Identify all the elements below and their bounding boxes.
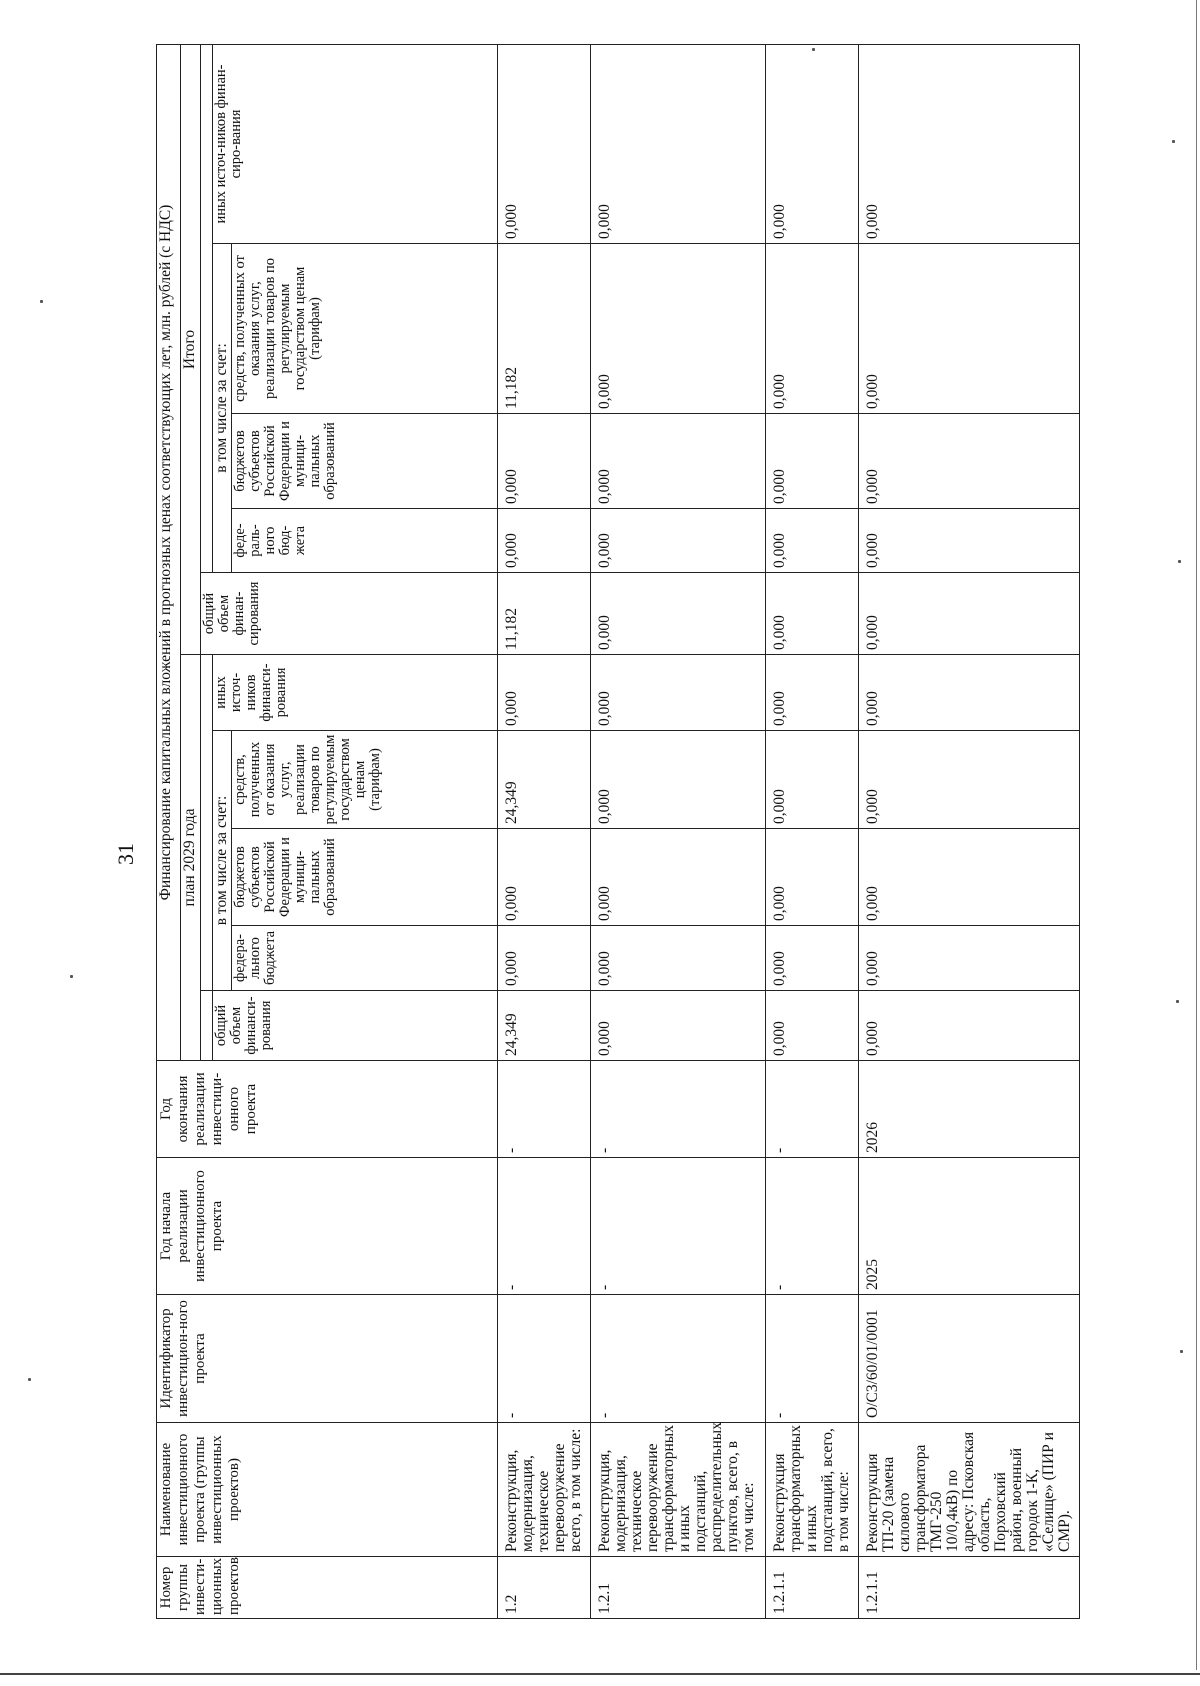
scan-frame-right — [1196, 0, 1197, 1670]
cell-total-subjects: 0,000 — [498, 414, 591, 509]
header-plan-federal: федера-льного бюджета — [232, 926, 498, 991]
header-plan-subjects: бюджетов субъектов Российской Федерации и муници-пальных образований — [232, 829, 498, 926]
table-row — [766, 45, 859, 1619]
scan-speck — [1178, 560, 1181, 563]
cell-plan-tariff: 0,000 — [766, 731, 859, 829]
cell-plan-tariff: 24,349 — [498, 731, 591, 829]
cell-year-end: 2026 — [859, 1061, 1080, 1158]
header-total-tariff: средств, полученных от оказания услуг, реализации товаров по регулируемым государством ценам (тарифам) — [232, 244, 498, 414]
cell-identifier: - — [766, 1295, 859, 1423]
cell-identifier: - — [498, 1295, 591, 1423]
scan-speck — [1180, 1350, 1183, 1353]
cell-plan-other: 0,000 — [766, 655, 859, 731]
cell-total-tariff: 0,000 — [591, 244, 766, 414]
cell-total-other: 0,000 — [859, 45, 1080, 244]
table-container — [156, 45, 1073, 1619]
investment-table — [156, 44, 1080, 1619]
cell-plan-subjects: 0,000 — [859, 829, 1080, 926]
header-plan-2029: план 2029 года — [181, 655, 201, 1061]
header-identifier: Идентификатор инвестицион-ного проекта — [157, 1295, 498, 1423]
scan-speck — [40, 300, 43, 303]
header-plan-other: иных источ-ников финанси-рования — [213, 655, 498, 731]
cell-identifier: O/C3/60/01/0001 — [859, 1295, 1080, 1423]
cell-plan-total: 0,000 — [591, 991, 766, 1061]
header-spacer — [201, 45, 213, 573]
cell-name: Реконструкция, модернизация, техническое перевооружение всего, в том числе: — [498, 1423, 591, 1557]
header-total-subjects: бюджетов субъектов Российской Федерации и муници-пальных образований — [232, 414, 498, 509]
table-row — [859, 45, 1080, 1619]
page-number: 31 — [113, 843, 138, 865]
cell-plan-subjects: 0,000 — [591, 829, 766, 926]
cell-year-end: - — [766, 1061, 859, 1158]
cell-total-subjects: 0,000 — [859, 414, 1080, 509]
cell-total-federal: 0,000 — [591, 509, 766, 573]
cell-plan-other: 0,000 — [498, 655, 591, 731]
cell-year-start: 2025 — [859, 1158, 1080, 1295]
cell-plan-other: 0,000 — [859, 655, 1080, 731]
cell-year-start: - — [591, 1158, 766, 1295]
header-year-start: Год начала реализации инвестиционного проекта — [157, 1158, 498, 1295]
cell-number: 1.2.1.1 — [766, 1557, 859, 1619]
cell-total-federal: 0,000 — [859, 509, 1080, 573]
scan-speck — [28, 1378, 31, 1381]
cell-number: 1.2.1.1 — [859, 1557, 1080, 1619]
cell-plan-total: 0,000 — [859, 991, 1080, 1061]
cell-total-subjects: 0,000 — [766, 414, 859, 509]
scan-speck — [1172, 140, 1175, 143]
cell-total-tariff: 11,182 — [498, 244, 591, 414]
cell-plan-tariff: 0,000 — [591, 731, 766, 829]
cell-name: Реконструкция, модернизация, техническое перевооружение трансформаторных и иных подстанций, распределительных пунктов, всего, в том числе: — [591, 1423, 766, 1557]
header-plan-including: в том числе за счет: — [213, 731, 232, 991]
cell-year-start: - — [766, 1158, 859, 1295]
cell-total-other: 0,000 — [498, 45, 591, 244]
cell-number: 1.2 — [498, 1557, 591, 1619]
cell-identifier: - — [591, 1295, 766, 1423]
cell-plan-federal: 0,000 — [591, 926, 766, 991]
cell-year-end: - — [498, 1061, 591, 1158]
cell-total-volume: 0,000 — [859, 573, 1080, 655]
cell-plan-tariff: 0,000 — [859, 731, 1080, 829]
header-plan-tariff: средств, полученных от оказания услуг, реализации товаров по регулируемым государством ценам (тарифам) — [232, 731, 498, 829]
cell-plan-federal: 0,000 — [859, 926, 1080, 991]
header-total-volume: общий объем финан-сирования — [201, 573, 498, 655]
cell-plan-other: 0,000 — [591, 655, 766, 731]
header-spacer — [201, 991, 213, 1061]
header-name: Наименование инвестиционного проекта (группы инвестиционных проектов) — [157, 1423, 498, 1557]
scan-frame-bottom — [0, 1673, 1200, 1675]
table-row — [591, 45, 766, 1619]
cell-plan-subjects: 0,000 — [498, 829, 591, 926]
cell-total-other: 0,000 — [766, 45, 859, 244]
header-financing: Финансирование капитальных вложений в прогнозных ценах соответствующих лет, млн. рублей (с НДС) — [157, 45, 181, 1061]
cell-total-volume: 11,182 — [498, 573, 591, 655]
cell-total-volume: 0,000 — [591, 573, 766, 655]
cell-plan-federal: 0,000 — [498, 926, 591, 991]
scan-speck — [1176, 1000, 1179, 1003]
header-plan-total-volume: общий объем финанси-рования — [213, 991, 498, 1061]
header-number: Номер группы инвести-ционных проектов — [157, 1557, 498, 1619]
cell-total-federal: 0,000 — [498, 509, 591, 573]
cell-total-tariff: 0,000 — [766, 244, 859, 414]
cell-plan-total: 0,000 — [766, 991, 859, 1061]
cell-total-tariff: 0,000 — [859, 244, 1080, 414]
cell-total-other: 0,000 — [591, 45, 766, 244]
cell-year-start: - — [498, 1158, 591, 1295]
header-total-including: в том числе за счет: — [213, 244, 232, 573]
table-row — [498, 45, 591, 1619]
cell-total-federal: 0,000 — [766, 509, 859, 573]
cell-total-volume: 0,000 — [766, 573, 859, 655]
cell-plan-total: 24,349 — [498, 991, 591, 1061]
cell-year-end: - — [591, 1061, 766, 1158]
header-total-other: иных источ-ников финан-сиро-вания — [213, 45, 498, 244]
cell-plan-subjects: 0,000 — [766, 829, 859, 926]
header-year-end: Год окончания реализации инвестици-онного проекта — [157, 1061, 498, 1158]
scan-speck — [70, 975, 73, 978]
cell-number: 1.2.1 — [591, 1557, 766, 1619]
header-spacer — [201, 655, 213, 991]
header-total-federal: феде-раль-ного бюд-жета — [232, 509, 498, 573]
cell-name: Реконструкция трансформаторных и иных подстанций, всего, в том числе: — [766, 1423, 859, 1557]
cell-name: Реконструкция ТП-20 (замена силового трансформатора ТМГ-250 10/0,4кВ) по адресу: Псковская область, Порховский район, военный городок 1-К, «Селище» (ПИР и СМР). — [859, 1423, 1080, 1557]
header-total: Итого — [181, 45, 201, 655]
cell-total-subjects: 0,000 — [591, 414, 766, 509]
cell-plan-federal: 0,000 — [766, 926, 859, 991]
